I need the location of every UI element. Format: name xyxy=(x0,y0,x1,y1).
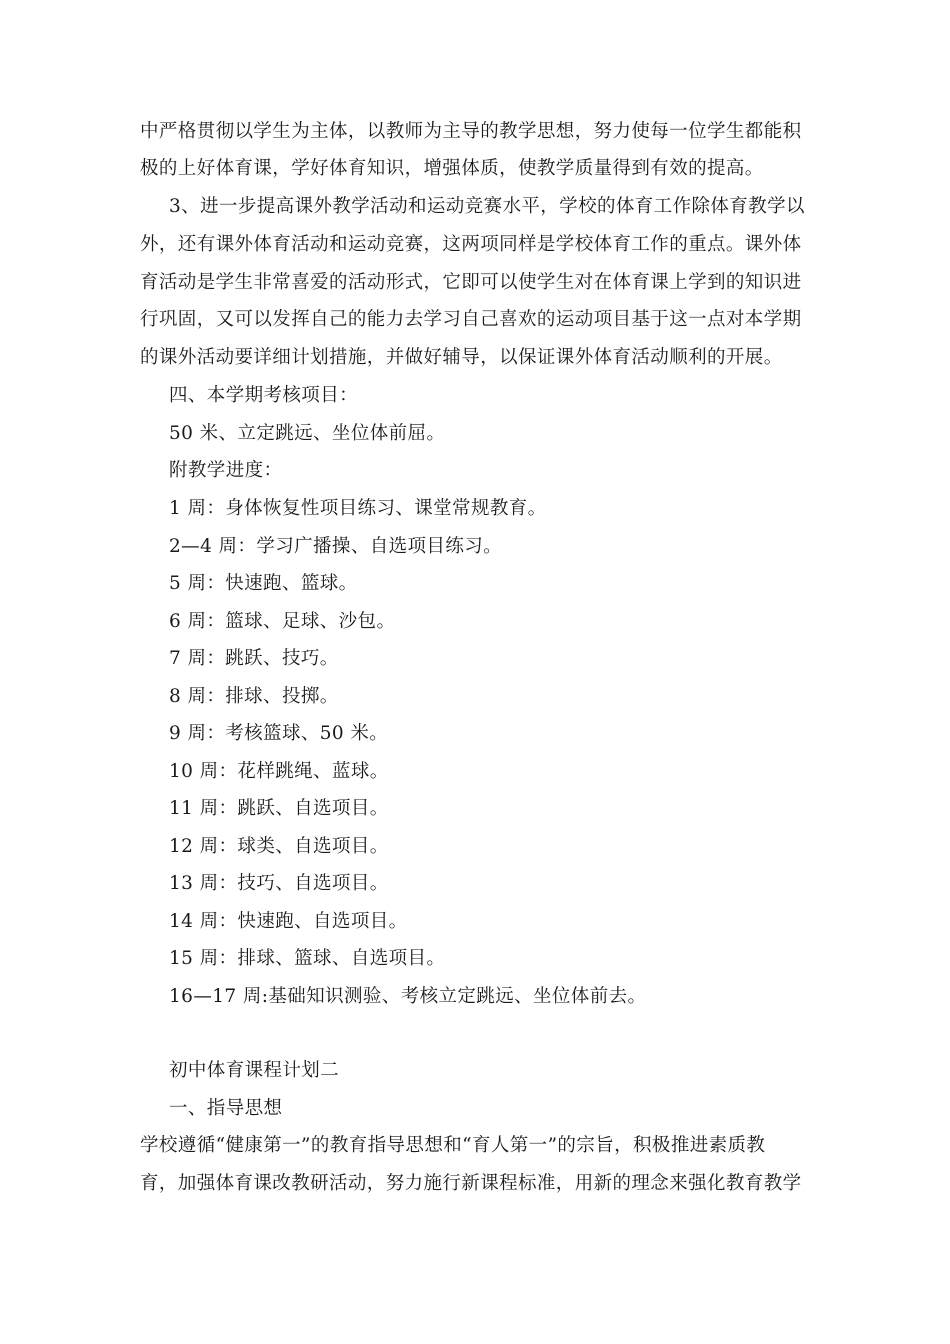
paragraph-3-line-4: 行巩固，又可以发挥自己的能力去学习自己喜欢的运动项目基于这一点对本学期 xyxy=(140,309,802,330)
plan-2-paragraph-line-1: 学校遵循“健康第一”的教育指导思想和“育人第一”的宗旨，积极推进素质教 xyxy=(140,1135,766,1156)
schedule-item: 1 周：身体恢复性项目练习、课堂常规教育。 xyxy=(169,498,547,519)
schedule-item: 15 周：排球、篮球、自选项目。 xyxy=(169,948,446,969)
schedule-item: 7 周：跳跃、技巧。 xyxy=(169,648,339,669)
paragraph-continuation-line-2: 极的上好体育课，学好体育知识，增强体质，使教学质量得到有效的提高。 xyxy=(140,158,764,179)
paragraph-continuation-line-1: 中严格贯彻以学生为主体，以教师为主导的教学思想，努力使每一位学生都能积 xyxy=(140,121,802,142)
plan-2-title: 初中体育课程计划二 xyxy=(169,1060,340,1081)
assessment-items: 50 米、立定跳远、坐位体前屈。 xyxy=(169,423,446,444)
schedule-item: 5 周：快速跑、篮球。 xyxy=(169,573,358,594)
schedule-item: 6 周：篮球、足球、沙包。 xyxy=(169,611,396,632)
schedule-item: 8 周：排球、投掷。 xyxy=(169,686,339,707)
schedule-item: 14 周：快速跑、自选项目。 xyxy=(169,911,408,932)
section-4-heading: 四、本学期考核项目： xyxy=(169,385,359,406)
plan-2-section-1-heading: 一、指导思想 xyxy=(169,1098,283,1119)
schedule-item: 9 周：考核篮球、50 米。 xyxy=(169,723,389,744)
schedule-item: 13 周：技巧、自选项目。 xyxy=(169,873,389,894)
paragraph-3-line-2: 外，还有课外体育活动和运动竞赛，这两项同样是学校体育工作的重点。课外体 xyxy=(140,234,802,255)
paragraph-3-line-3: 育活动是学生非常喜爱的活动形式，它即可以使学生对在体育课上学到的知识进 xyxy=(140,272,802,293)
schedule-item: 10 周：花样跳绳、蓝球。 xyxy=(169,761,389,782)
schedule-item: 12 周：球类、自选项目。 xyxy=(169,836,389,857)
paragraph-3-line-1: 3、进一步提高课外教学活动和运动竞赛水平，学校的体育工作除体育教学以 xyxy=(169,196,805,217)
schedule-item: 16—17 周:基础知识测验、考核立定跳远、坐位体前去。 xyxy=(169,986,647,1007)
plan-2-paragraph-line-2: 育，加强体育课改教研活动，努力施行新课程标准，用新的理念来强化教育教学 xyxy=(140,1173,802,1194)
schedule-item: 2—4 周：学习广播操、自选项目练习。 xyxy=(169,536,503,557)
schedule-heading: 附教学进度： xyxy=(169,460,283,481)
schedule-item: 11 周：跳跃、自选项目。 xyxy=(169,798,389,819)
paragraph-3-line-5: 的课外活动要详细计划措施，并做好辅导，以保证课外体育活动顺利的开展。 xyxy=(140,347,783,368)
